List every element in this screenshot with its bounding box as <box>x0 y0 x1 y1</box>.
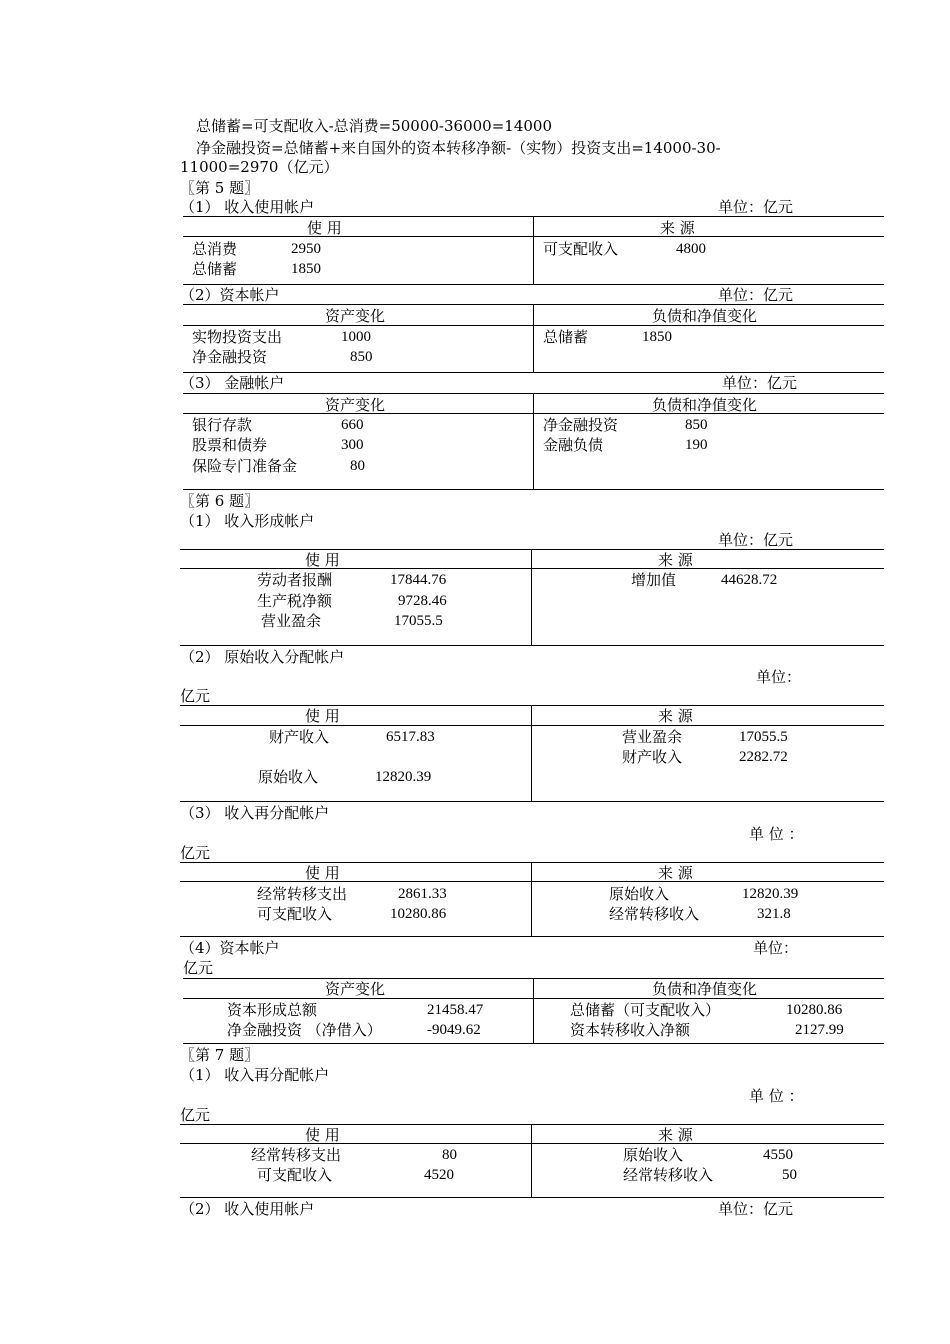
q6-acct3-left-row-label: 经常转移支出 <box>257 885 348 903</box>
q6-acct4-left-row-value: -9049.62 <box>427 1022 481 1038</box>
q6-title: 〖第 6 题〗 <box>180 492 260 510</box>
q7-acct1-left-row-value: 80 <box>442 1147 457 1163</box>
q5-acct2-unit: 单位：亿元 <box>718 286 794 304</box>
q5-acct3-right-header: 负债和净值变化 <box>652 396 758 414</box>
q6-acct3-right-row-label: 原始收入 <box>609 885 670 903</box>
q6-acct1-left-row-value: 17844.76 <box>390 572 447 588</box>
q6-acct4-unit-a: 单位： <box>753 939 799 957</box>
table-rule <box>180 549 884 550</box>
q6-acct1-right-row-label: 增加值 <box>631 571 677 589</box>
intro-line-3: 11000=2970（亿元） <box>180 158 339 176</box>
q6-acct2-left-row-label: 财产收入 <box>269 728 330 746</box>
table-rule <box>183 372 884 373</box>
table-rule <box>180 881 884 882</box>
q5-acct2-left-row-value: 850 <box>350 349 373 365</box>
q5-acct1-title: （1） 收入使用帐户 <box>180 198 315 216</box>
q5-acct3-left-row-label: 银行存款 <box>192 416 253 434</box>
table-rule <box>180 705 884 706</box>
table-divider <box>533 393 534 489</box>
intro-line-2: 净金融投资=总储蓄+来自国外的资本转移净额-（实物）投资支出=14000-30- <box>196 139 721 157</box>
table-divider <box>531 1124 532 1197</box>
q6-acct3-left-row-value: 2861.33 <box>398 886 447 902</box>
q6-acct4-right-row-label: 总储蓄（可支配收入） <box>570 1001 721 1019</box>
q6-acct1-title: （1） 收入形成帐户 <box>180 512 315 530</box>
q6-acct2-right-header: 来 源 <box>658 707 693 725</box>
q6-acct3-right-row-value: 321.8 <box>757 906 791 922</box>
table-rule <box>180 1124 884 1125</box>
q6-acct4-right-row-label: 资本转移收入净额 <box>570 1021 691 1039</box>
q5-acct3-left-row-value: 80 <box>350 458 365 474</box>
q5-acct2-right-row-value: 1850 <box>642 329 672 345</box>
q7-acct1-right-row-label: 原始收入 <box>623 1146 684 1164</box>
q6-acct3-left-row-label: 可支配收入 <box>257 905 333 923</box>
q6-acct3-right-row-value: 12820.39 <box>742 886 799 902</box>
q7-acct2-unit: 单位：亿元 <box>718 1200 794 1218</box>
table-divider <box>533 978 534 1043</box>
q6-acct2-right-row-value: 17055.5 <box>739 729 788 745</box>
q6-acct3-title: （3） 收入再分配帐户 <box>180 804 330 822</box>
q6-acct1-left-row-label: 生产税净额 <box>257 592 333 610</box>
q5-acct3-unit: 单位：亿元 <box>722 374 798 392</box>
table-rule <box>183 284 884 285</box>
q7-title: 〖第 7 题〗 <box>180 1046 260 1064</box>
q6-acct4-left-header: 资产变化 <box>325 980 386 998</box>
q6-acct4-left-row-label: 净金融投资 （净借入） <box>227 1021 382 1039</box>
table-divider <box>531 705 532 801</box>
table-rule <box>180 725 884 726</box>
q7-acct1-right-header: 来 源 <box>658 1126 693 1144</box>
q5-acct3-title: （3） 金融帐户 <box>180 374 285 392</box>
table-rule <box>180 862 884 863</box>
q7-acct1-title: （1） 收入再分配帐户 <box>180 1066 330 1084</box>
table-divider <box>531 862 532 936</box>
q6-acct4-unit-b: 亿元 <box>183 959 214 977</box>
q6-acct4-title: （4）资本帐户 <box>180 939 280 957</box>
q7-acct1-right-row-value: 4550 <box>763 1147 793 1163</box>
table-rule <box>183 489 884 490</box>
table-rule <box>180 801 884 802</box>
q6-acct2-unit-b: 亿元 <box>180 687 211 705</box>
q5-acct3-left-row-label: 保险专门准备金 <box>192 457 298 475</box>
q6-acct3-left-header: 使 用 <box>305 864 340 882</box>
q6-acct1-unit: 单位：亿元 <box>718 531 794 549</box>
q5-acct2-left-row-label: 净金融投资 <box>192 348 268 366</box>
q5-acct1-right-header: 来 源 <box>660 219 695 237</box>
q6-acct2-left-row-value: 12820.39 <box>375 769 432 785</box>
table-rule <box>180 936 884 937</box>
q6-acct1-left-row-value: 9728.46 <box>398 593 447 609</box>
q6-acct1-left-header: 使 用 <box>305 551 340 569</box>
q6-acct4-right-row-value: 2127.99 <box>795 1022 844 1038</box>
q6-acct2-left-row-label: 原始收入 <box>258 768 319 786</box>
q5-acct1-right-row-value: 4800 <box>676 241 706 257</box>
q5-acct1-left-row-value: 1850 <box>291 261 321 277</box>
q5-acct3-left-row-label: 股票和债券 <box>192 436 268 454</box>
q5-acct2-right-row-label: 总储蓄 <box>543 328 589 346</box>
q7-acct1-left-header: 使 用 <box>305 1126 340 1144</box>
q6-acct4-left-row-label: 资本形成总额 <box>227 1001 318 1019</box>
q6-acct2-right-row-label: 财产收入 <box>622 748 683 766</box>
q6-acct3-unit-b: 亿元 <box>180 844 211 862</box>
q5-acct1-left-row-value: 2950 <box>291 241 321 257</box>
q5-acct2-left-header: 资产变化 <box>325 307 386 325</box>
q7-acct1-unit-b: 亿元 <box>180 1106 211 1124</box>
table-divider <box>531 549 532 645</box>
q7-acct1-left-row-value: 4520 <box>424 1167 454 1183</box>
q6-acct2-left-row-value: 6517.83 <box>386 729 435 745</box>
q7-acct1-right-row-value: 50 <box>782 1167 797 1183</box>
table-divider <box>533 216 534 284</box>
q6-acct1-right-header: 来 源 <box>658 551 693 569</box>
q5-acct2-title: （2）资本帐户 <box>180 286 280 304</box>
q7-acct1-left-row-label: 可支配收入 <box>257 1166 333 1184</box>
q6-acct3-right-header: 来 源 <box>658 864 693 882</box>
q7-acct1-left-row-label: 经常转移支出 <box>251 1146 342 1164</box>
table-rule <box>180 645 884 646</box>
q6-acct2-left-header: 使 用 <box>305 707 340 725</box>
table-rule <box>183 1043 884 1044</box>
q5-acct3-right-row-label: 净金融投资 <box>543 416 619 434</box>
q6-acct2-title: （2） 原始收入分配帐户 <box>180 648 345 666</box>
q6-acct1-right-row-value: 44628.72 <box>721 572 778 588</box>
q6-acct2-right-row-label: 营业盈余 <box>622 728 683 746</box>
q5-acct2-left-row-value: 1000 <box>341 329 371 345</box>
q7-acct1-unit-a: 单 位 ： <box>749 1087 804 1105</box>
q5-acct1-left-header: 使 用 <box>307 219 342 237</box>
q5-acct1-unit: 单位：亿元 <box>718 198 794 216</box>
q6-acct3-left-row-value: 10280.86 <box>390 906 447 922</box>
q5-acct1-left-row-label: 总消费 <box>192 240 238 258</box>
q6-acct1-left-row-value: 17055.5 <box>394 613 443 629</box>
table-rule <box>180 1197 884 1198</box>
q6-acct2-unit-a: 单位： <box>756 668 802 686</box>
intro-line-1: 总储蓄=可支配收入-总消费=50000-36000=14000 <box>196 117 552 135</box>
q6-acct3-right-row-label: 经常转移收入 <box>609 905 700 923</box>
q5-acct3-right-row-value: 850 <box>685 417 708 433</box>
q6-acct2-right-row-value: 2282.72 <box>739 749 788 765</box>
q5-title: 〖第 5 题〗 <box>180 179 260 197</box>
q5-acct3-right-row-value: 190 <box>685 437 708 453</box>
q6-acct1-left-row-label: 劳动者报酬 <box>257 571 333 589</box>
q5-acct3-right-row-label: 金融负债 <box>543 436 604 454</box>
q6-acct4-left-row-value: 21458.47 <box>427 1002 484 1018</box>
q5-acct1-right-row-label: 可支配收入 <box>543 240 619 258</box>
q6-acct4-right-header: 负债和净值变化 <box>652 980 758 998</box>
q7-acct1-right-row-label: 经常转移收入 <box>623 1166 714 1184</box>
q6-acct1-left-row-label: 营业盈余 <box>261 612 322 630</box>
q5-acct2-left-row-label: 实物投资支出 <box>192 328 283 346</box>
q7-acct2-title: （2） 收入使用帐户 <box>180 1200 315 1218</box>
table-divider <box>533 304 534 372</box>
q5-acct3-left-row-value: 660 <box>341 417 364 433</box>
q6-acct3-unit-a: 单 位 ： <box>749 825 804 843</box>
q5-acct2-right-header: 负债和净值变化 <box>652 307 758 325</box>
table-rule <box>180 1143 884 1144</box>
q5-acct1-left-row-label: 总储蓄 <box>192 260 238 278</box>
q5-acct3-left-header: 资产变化 <box>325 396 386 414</box>
q5-acct3-left-row-value: 300 <box>341 437 364 453</box>
q6-acct4-right-row-value: 10280.86 <box>786 1002 843 1018</box>
table-rule <box>180 568 884 569</box>
